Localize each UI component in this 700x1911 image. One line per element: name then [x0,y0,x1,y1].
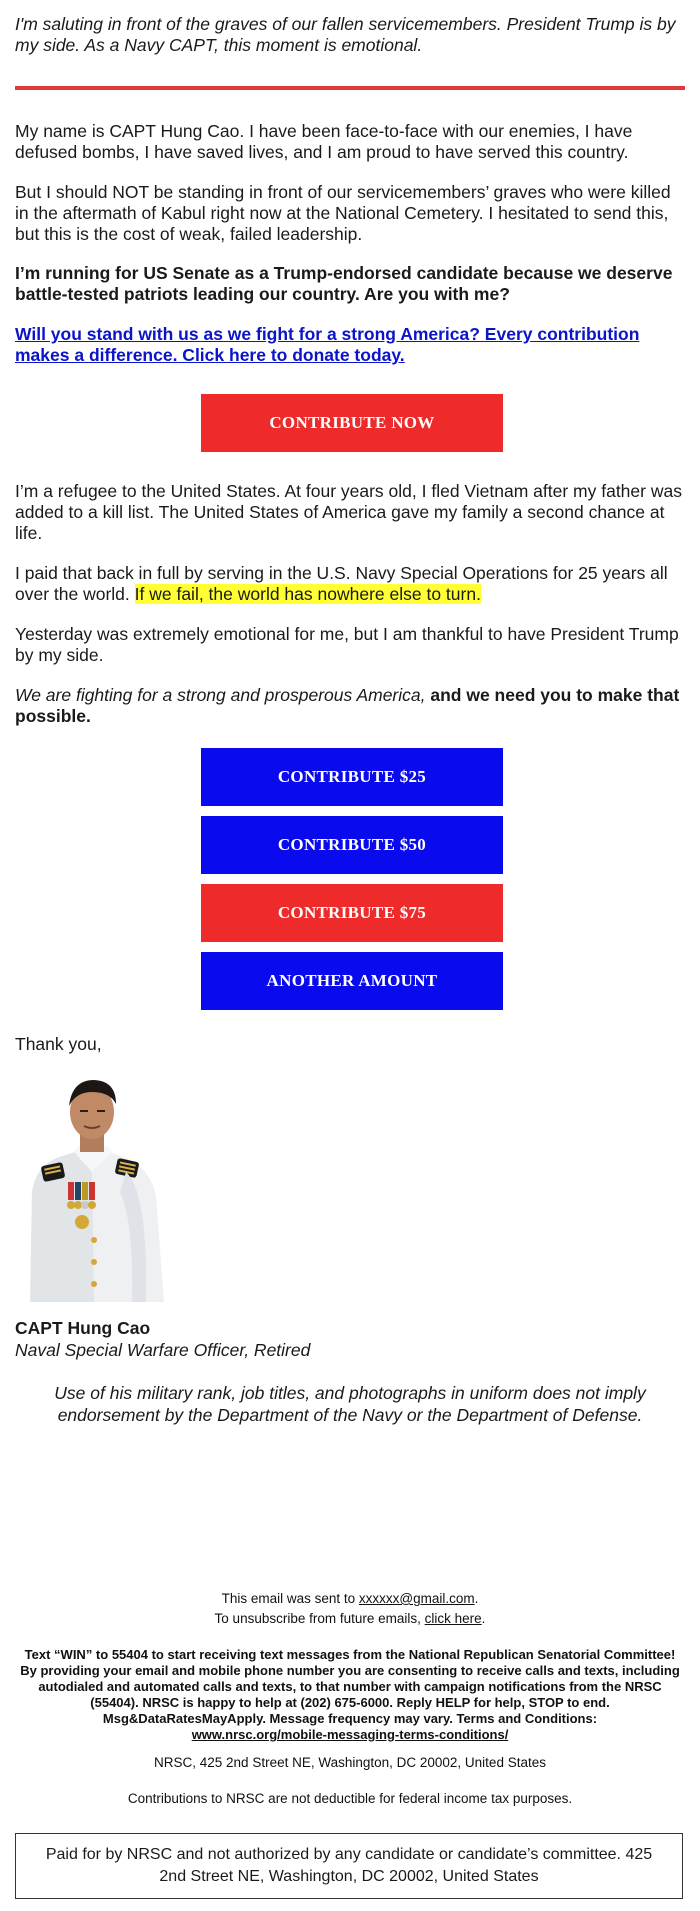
candidate-photo [22,1072,164,1302]
contribute-now-button[interactable]: CONTRIBUTE NOW [201,394,503,452]
footer-unsub-suffix: . [481,1611,486,1626]
paragraph-graves: But I should NOT be standing in front of our servicemembers’ graves who were killed in the aftermath of Kabul right now at the National Cemetery. I hesitated to send this, but this is the cost of weak, failed leadership. [15,182,671,244]
paragraph-service-text: I paid that back in full by serving in the U.S. Navy Special Operations for 25 years all over the world. [15,563,668,604]
footer-sms-terms [15,1647,685,1743]
footer-sent-suffix: . [474,1591,479,1606]
paid-for-text: Paid for by NRSC and not authorized by any candidate or candidate’s committee. 425 2nd Street NE, Washington, DC 20002, United States [45,1846,653,1885]
signature-name: CAPT Hung Cao [15,1318,151,1338]
paragraph-introduction: My name is CAPT Hung Cao. I have been face-to-face with our enemies, I have defused bombs, I have saved lives, and I am proud to have served this country. [15,121,633,162]
footer-email-link[interactable]: xxxxxx@gmail.com [358,1591,475,1606]
highlighted-text: If we fail, the world has nowhere else to turn. [134,584,481,604]
footer-unsub-prefix: To unsubscribe from future emails, [214,1611,425,1626]
paid-for-box [15,1833,683,1899]
paragraph-donate-link [15,324,685,366]
sms-terms-link[interactable]: www.nrsc.org/mobile-messaging-terms-conditions/ [191,1727,509,1742]
donate-link[interactable]: Will you stand with us as we fight for a strong America? Every contribution makes a difference. Click here to donate today. [15,324,640,365]
paragraph-emotional: Yesterday was extremely emotional for me, but I am thankful to have President Trump by my side. [15,624,679,665]
unsubscribe-link[interactable]: click here [424,1611,482,1626]
paragraph-service [15,563,685,605]
military-disclaimer: Use of his military rank, job titles, and photographs in uniform does not imply endorsement by the Department of the Navy or the Department of Defense. [54,1383,646,1425]
footer-sent-to [15,1591,685,1607]
contribute-50-button[interactable]: CONTRIBUTE $50 [201,816,503,874]
paragraph-senate-run: I’m running for US Senate as a Trump-endorsed candidate because we deserve battle-tested patriots leading our country. Are you with me? [15,263,673,304]
another-amount-button[interactable]: ANOTHER AMOUNT [201,952,503,1010]
contribute-25-button[interactable]: CONTRIBUTE $25 [201,748,503,806]
divider-line [15,86,685,90]
fighting-bold-text: and we need you to make that possible. [15,685,680,726]
signature-title: Naval Special Warfare Officer, Retired [15,1340,311,1360]
candidate-portrait-illustration [22,1072,164,1302]
paragraph-refugee: I’m a refugee to the United States. At four years old, I fled Vietnam after my father was added to a kill list. The United States of America gave my family a second chance at life. [15,481,682,543]
footer-unsubscribe [15,1611,685,1627]
footer-address: NRSC, 425 2nd Street NE, Washington, DC 20002, United States [154,1755,546,1770]
paragraph-fighting [15,685,685,727]
intro-text: I'm saluting in front of the graves of our fallen servicemembers. President Trump is by my side. As a Navy CAPT, this moment is emotional. [15,14,676,55]
fighting-italic-text: We are fighting for a strong and prosperous America, [15,685,426,705]
footer-sms-text: Text “WIN” to 55404 to start receiving text messages from the National Republican Senatorial Committee! By providing your email and mobile phone number you are consenting to receive calls and texts, including autodialed and automated calls and texts, to that number with campaign notifications from the NRSC (55404). NRSC is happy to help at (202) 675-6000. Reply HELP for help, STOP to end. Msg&DataRatesMayApply. Message frequency may vary. Terms and Conditions: [20,1647,680,1726]
contribute-75-button[interactable]: CONTRIBUTE $75 [201,884,503,942]
footer-sent-prefix: This email was sent to [221,1591,359,1606]
footer-tax-notice: Contributions to NRSC are not deductible for federal income tax purposes. [127,1791,573,1806]
signoff-text: Thank you, [15,1034,102,1054]
